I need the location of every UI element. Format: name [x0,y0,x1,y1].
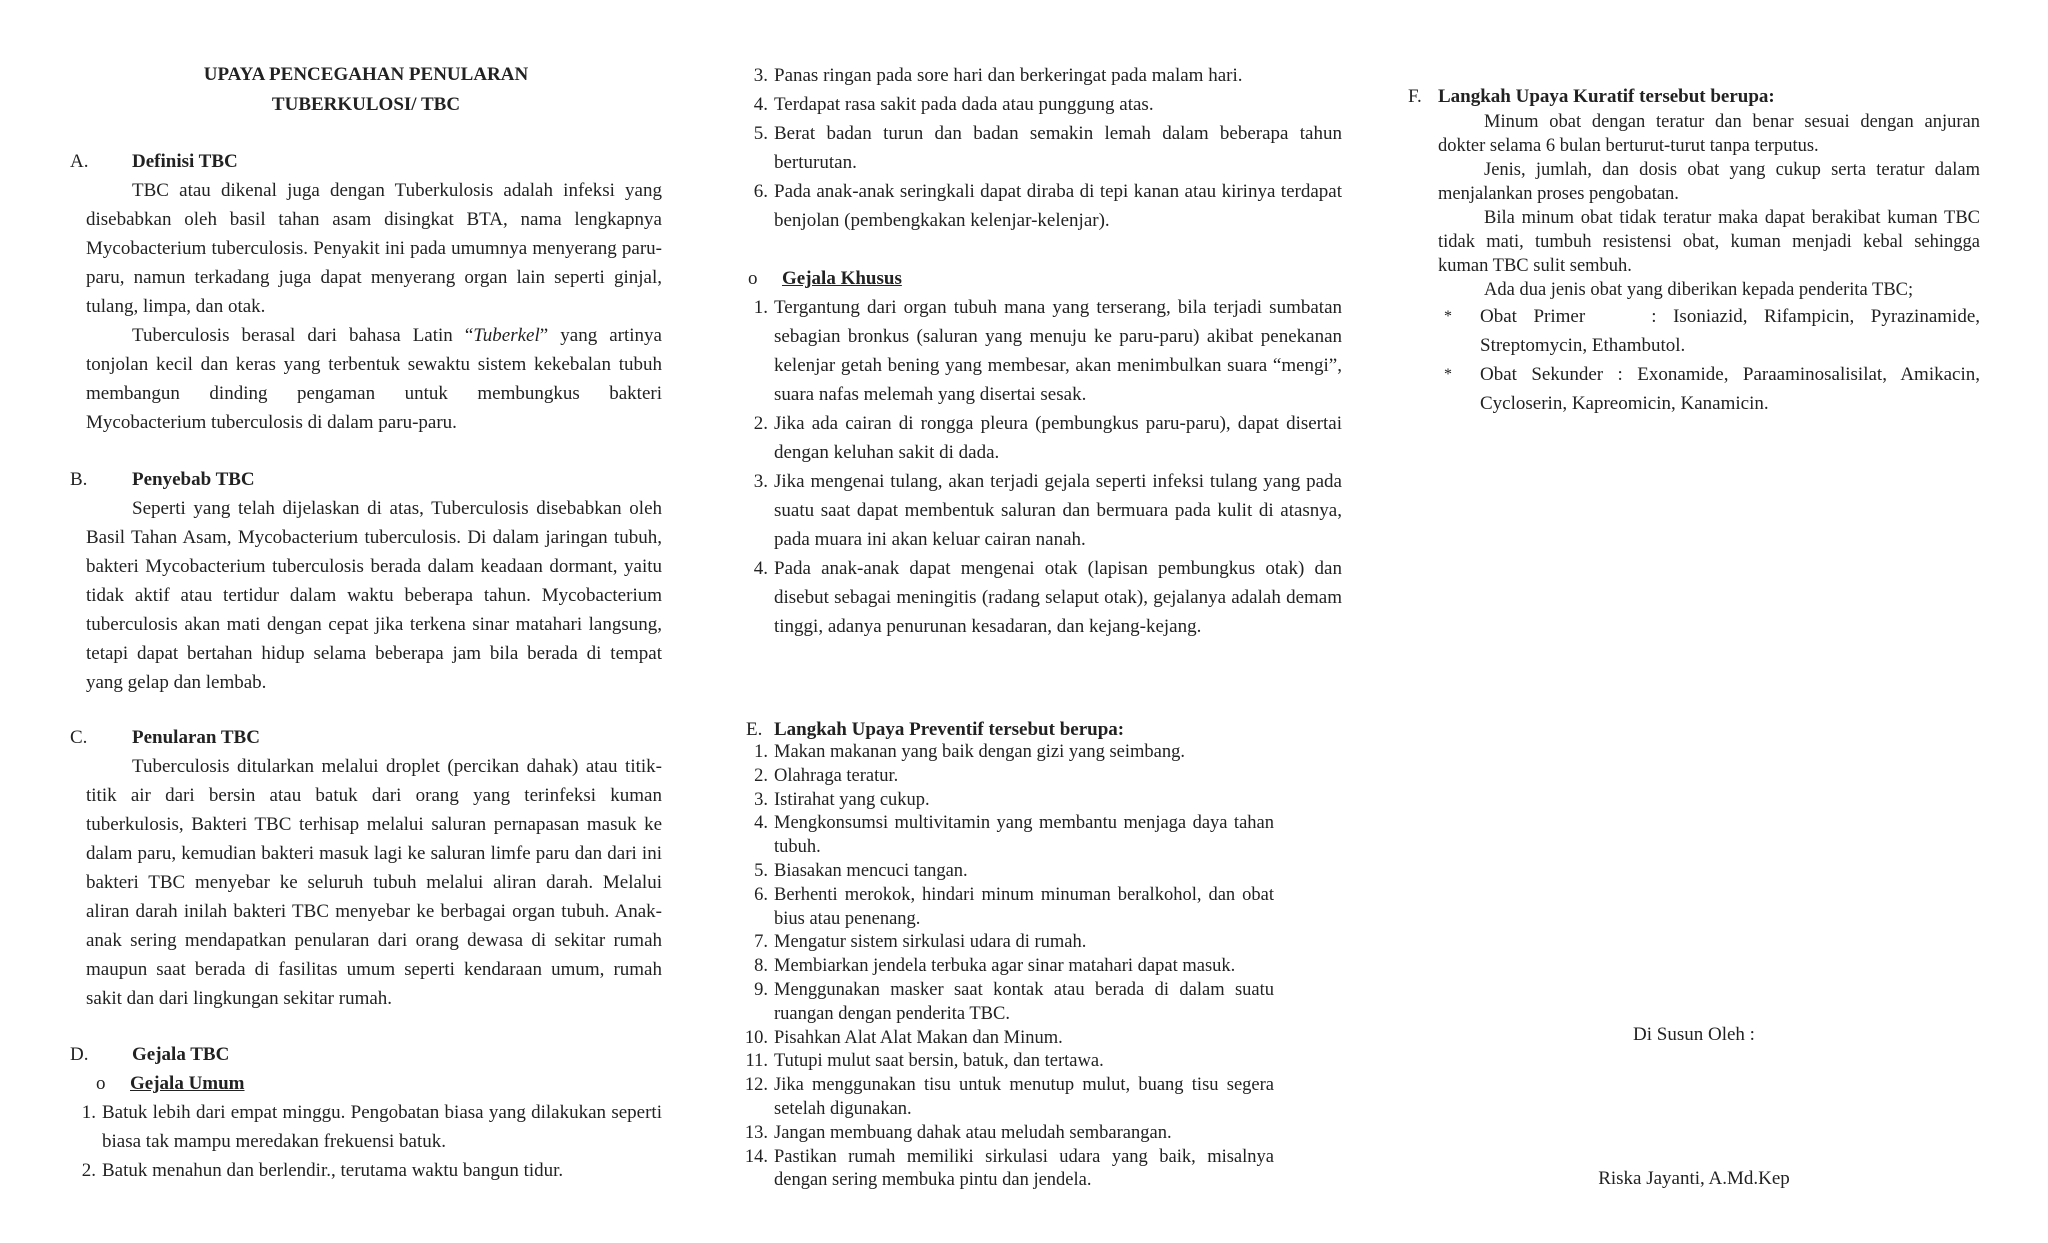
gejala-umum-list-part-2 [753,61,1342,235]
list-item: 2. Jika ada cairan di rongga pleura (pembungkus paru-paru), dapat disertai dengan keluhan sakit di dada. [753,413,1342,463]
list-item: 14. Pastikan rumah memiliki sirkulasi udara yang baik, misalnya dengan sering membuka pintu dan jendela. [744,1146,1274,1191]
section-a-title: Definisi TBC [132,151,238,172]
gejala-khusus-list [753,293,1342,641]
list-item: 2. Olahraga teratur. [754,765,899,786]
section-d-title: Gejala TBC [132,1044,230,1065]
list-item: 1. Tergantung dari organ tubuh mana yang terserang, bila terjadi sumbatan sebagian bronkus (saluran yang menuju ke paru-paru) akibat penekanan kelenjar getah bening yang membesar, akan menimbulkan suara “mengi”, suara nafas melemah yang disertai sesak. [753,297,1342,405]
section-e-letter: E. [746,719,763,740]
title-line-1: UPAYA PENCEGAHAN PENULARAN [203,64,529,85]
list-item: 4. Terdapat rasa sakit pada dada atau punggung atas. [753,94,1154,115]
section-a-paragraph-2: Tuberculosis berasal dari bahasa Latin “Tuberkel” yang artinya tonjolan kecil dan keras yang terbentuk sewaktu sistem kekebalan tubuh membangun dinding pengaman untuk membungkus bakteri Mycobacterium tuberculosis di dalam paru-paru. [86,325,662,433]
bullet-icon: o [748,268,758,289]
gejala-umum-list-part-1 [81,1098,662,1185]
list-item: 2. Batuk menahun dan berlendir., terutama waktu bangun tidur. [81,1160,564,1181]
preventif-list [744,741,1274,1193]
list-item: 5. Berat badan turun dan badan semakin lemah dalam beberapa tahun berturutan. [753,123,1342,173]
asterisk-icon: * [1444,308,1452,325]
list-item: 4. Mengkonsumsi multivitamin yang membantu menjaga daya tahan tubuh. [754,813,1274,858]
list-item: 3. Istirahat yang cukup. [754,789,930,810]
section-c-letter: C. [70,727,88,748]
section-d-letter: D. [70,1044,89,1065]
drug-list [1440,302,1985,418]
section-e-title: Langkah Upaya Preventif tersebut berupa: [774,719,1125,740]
section-a-paragraph-1: TBC atau dikenal juga dengan Tuberkulosis adalah infeksi yang disebabkan oleh basil tahan asam disingkat BTA, nama lengkapnya Mycobacterium tuberculosis. Penyakit ini pada umumnya menyerang paru-paru, namun terkadang juga dapat menyerang organ lain seperti ginjal, tulang, limpa, dan otak. [86,180,662,317]
list-item: 1. Makan makanan yang baik dengan gizi yang seimbang. [754,742,1185,762]
bullet-icon: o [96,1073,106,1094]
list-item: 10. Pisahkan Alat Alat Makan dan Minum. [744,1027,1063,1048]
list-item: 8. Membiarkan jendela terbuka agar sinar matahari dapat masuk. [754,956,1236,977]
section-b-letter: B. [70,469,88,490]
section-f-letter: F. [1408,86,1422,107]
title-line-2: TUBERKULOSI/ TBC [271,94,461,115]
section-f-paragraph-3: Bila minum obat tidak teratur maka dapat berakibat kuman TBC tidak mati, tumbuh resistensi obat, kuman menjadi kebal sehingga kuman TBC sulit sembuh. [1438,208,1980,276]
list-item: 1. Batuk lebih dari empat minggu. Pengobatan biasa yang dilakukan seperti biasa tak mampu meredakan frekuensi batuk. [81,1102,662,1152]
latin-term: Tuberkel [473,325,540,346]
list-item: 4. Pada anak-anak dapat mengenai otak (lapisan pembungkus otak) dan disebut sebagai meningitis (radang selaput otak), gejalanya adalah demam tinggi, adanya penurunan kesadaran, dan kejang-kejang. [753,558,1342,637]
credits-label: Di Susun Oleh : [1633,1024,1755,1045]
section-f-paragraph-2: Jenis, jumlah, dan dosis obat yang cukup serta teratur dalam menjalankan proses pengobatan. [1438,160,1980,204]
list-item: 6. Berhenti merokok, hindari minum minuman beralkohol, dan obat bius atau penenang. [754,884,1274,929]
list-item: 3. Jika mengenai tulang, akan terjadi gejala seperti infeksi tulang yang pada suatu saat dapat membentuk saluran dan bermuara pada kulit di atasnya, pada muara ini akan keluar cairan nanah. [753,471,1342,550]
section-c-title: Penularan TBC [132,727,260,748]
list-item: 13. Jangan membuang dahak atau meludah sembarangan. [744,1122,1172,1143]
list-item: 12. Jika menggunakan tisu untuk menutup mulut, buang tisu segera setelah digunakan. [744,1075,1274,1119]
credits-author: Riska Jayanti, A.Md.Kep [1598,1168,1790,1189]
section-a-letter: A. [70,151,89,172]
section-c-paragraph: Tuberculosis ditularkan melalui droplet (percikan dahak) atau titik-titik air dari bersin atau batuk dari orang yang terinfeksi kuman tuberkulosis, Bakteri TBC terhisap melalui saluran pernapasan masuk ke dalam paru, kemudian bakteri masuk lagi ke saluran limfe paru dan dari ini bakteri TBC menyebar ke seluruh tubuh melalui aliran darah. Melalui aliran darah inilah bakteri TBC menyebar ke berbagai organ tubuh. Anak-anak sering mendapatkan penularan dari orang dewasa di sekitar rumah maupun saat berada di fasilitas umum seperti kendaraan umum, rumah sakit dan dari lingkungan sekitar rumah. [86,756,662,1009]
list-item: 5. Biasakan mencuci tangan. [754,860,968,881]
gejala-umum-title: Gejala Umum [130,1073,245,1094]
list-item: 7. Mengatur sistem sirkulasi udara di rumah. [754,932,1087,953]
list-item: 3. Panas ringan pada sore hari dan berkeringat pada malam hari. [753,65,1243,86]
section-b-paragraph: Seperti yang telah dijelaskan di atas, Tuberculosis disebabkan oleh Basil Tahan Asam, Mycobacterium tuberculosis. Di dalam jaringan tubuh, bakteri Mycobacterium tuberculosis berada dalam keadaan dormant, yaitu tidak aktif atau tertidur dalam waktu beberapa tahun. Mycobacterium tuberculosis akan mati dengan cepat jika terkena sinar matahari langsung, tetapi dapat bertahan hidup selama beberapa jam bila berada di tempat yang gelap dan lembab. [86,498,662,693]
list-item: 9. Menggunakan masker saat kontak atau berada di dalam suatu ruangan dengan penderita TBC. [754,979,1274,1024]
list-item: 6. Pada anak-anak seringkali dapat diraba di tepi kanan atau kirinya terdapat benjolan (pembengkakan kelenjar-kelenjar). [753,181,1342,231]
asterisk-icon: * [1444,366,1452,383]
section-f-paragraph-1: Minum obat dengan teratur dan benar sesuai dengan anjuran dokter selama 6 bulan berturut-turut tanpa terputus. [1438,112,1980,156]
gejala-khusus-title: Gejala Khusus [782,268,902,289]
list-item: 11. Tutupi mulut saat bersin, batuk, dan tertawa. [745,1051,1104,1072]
section-f-paragraph-4: Ada dua jenis obat yang diberikan kepada penderita TBC; [1484,280,1914,300]
section-b-title: Penyebab TBC [132,469,255,490]
list-item: * Obat Primer : Isoniazid, Rifampicin, Pyrazinamide, Streptomycin, Ethambutol. [1440,302,1980,360]
section-f-title: Langkah Upaya Kuratif tersebut berupa: [1438,86,1775,107]
list-item: * Obat Sekunder : Exonamide, Paraaminosalisilat, Amikacin, Cycloserin, Kapreomicin, Kanamicin. [1440,360,1980,418]
document-title [70,60,662,120]
